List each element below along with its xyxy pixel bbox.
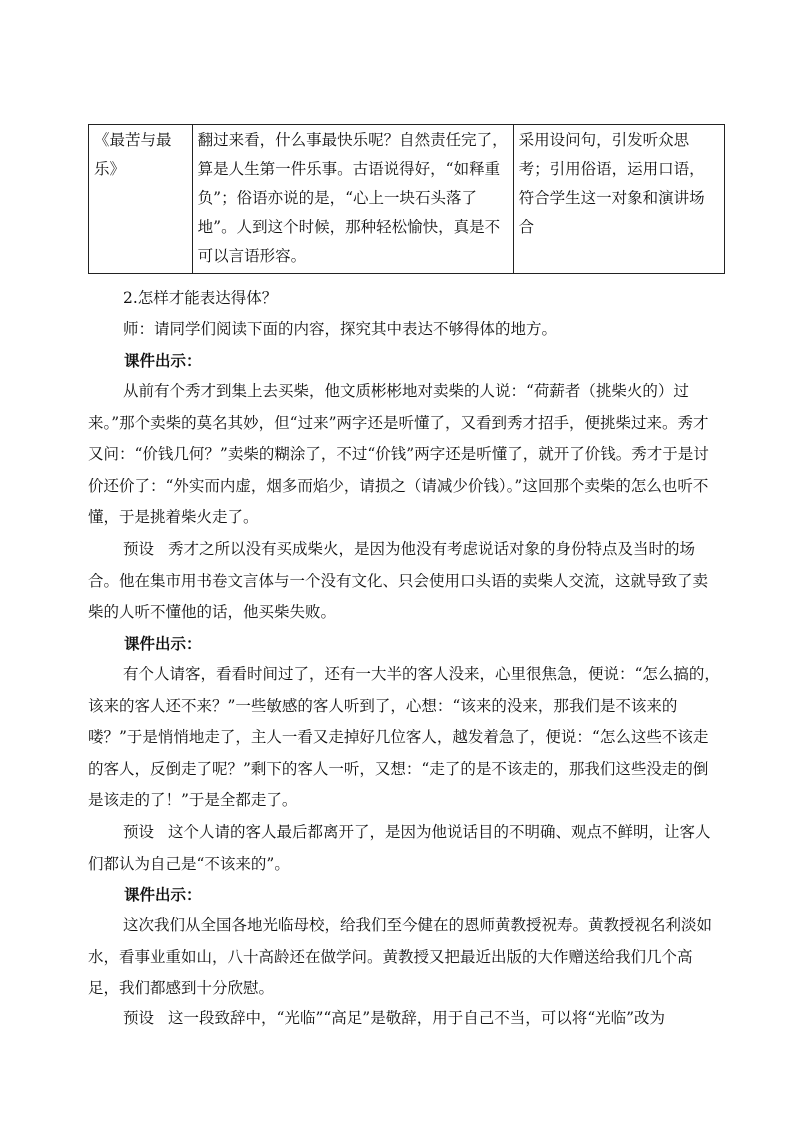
preset-paragraph — [88, 534, 720, 629]
story-text: 这次我们从全国各地光临母校，给我们至今健在的恩师黄教授祝寿。黄教授视名利淡如水，看事业重如山，八十高龄还在做学问。黄教授又把最近出版的大作赠送给我们几个高足，我们都感到十分欣慰。 — [88, 916, 713, 997]
table-cell-example: 翻过来看，什么事最快乐呢？自然责任完了，算是人生第一件乐事。古语说得好，“如释重负”；俗语亦说的是，“心上一块石头落了地”。人到这个时候，那种轻松愉快，真是不可以言语形容。 — [192, 125, 513, 274]
question-heading — [88, 283, 720, 315]
table-cell-title: 《最苦与最乐》 — [89, 125, 193, 274]
preset-label: 预设 — [123, 1009, 155, 1027]
story-paragraph — [88, 376, 720, 534]
courseware-label: 课件出示： — [124, 885, 202, 904]
question-text: 2.怎样才能表达得体？ — [123, 289, 278, 307]
preset-text: 这个人请的客人最后都离开了，是因为他说话目的不明确、观点不鲜明，让客人们都认为自己是“不该来的”。 — [88, 823, 711, 873]
table-row — [89, 125, 725, 274]
courseware-label: 课件出示： — [124, 634, 202, 653]
teacher-prompt-text: 师：请同学们阅读下面的内容，探究其中表达不够得体的地方。 — [123, 320, 558, 338]
courseware-label: 课件出示： — [124, 351, 202, 370]
preset-text: 秀才之所以没有买成柴火，是因为他没有考虑说话对象的身份特点及当时的场合。他在集市用书卷文言体与一个没有文化、只会使用口头语的卖柴人交流，这就导致了卖柴的人听不懂他的话，他买柴失败。 — [88, 540, 709, 621]
story-paragraph — [88, 910, 720, 1005]
preset-label: 预设 — [123, 540, 155, 558]
story-paragraph — [88, 659, 720, 817]
story-text: 有个人请客，看看时间过了，还有一大半的客人没来，心里很焦急，便说：“怎么搞的，该来的客人还不来？”一些敏感的客人听到了，心想：“该来的没来，那我们是不该来的喽？”于是悄悄地走了，主人一看又走掉好几位客人，越发着急了，便说：“怎么这些不该走的客人，反倒走了呢？”剩下的客人一听，又想：“走了的是不该走的，那我们这些没走的倒是该走的了！”于是全都走了。 — [88, 665, 720, 809]
preset-paragraph — [88, 817, 720, 880]
teacher-prompt — [88, 314, 720, 346]
table-cell-analysis: 采用设问句，引发听众思考；引用俗语，运用口语，符合学生这一对象和演讲场合 — [513, 125, 724, 274]
preset-text: 这一段致辞中，“光临”“高足”是敬辞，用于自己不当，可以将“光临”改为 — [168, 1009, 666, 1027]
story-text: 从前有个秀才到集上去买柴，他文质彬彬地对卖柴的人说：“荷薪者（挑柴火的）过来。”那个卖柴的莫名其妙，但“过来”两字还是听懂了，又看到秀才招手，便挑柴过来。秀才又问：“价钱几何？”卖柴的糊涂了，不过“价钱”两字还是听懂了，就开了价钱。秀才于是讨价还价了：“外实而内虚，烟多而焰少，请损之（请减少价钱）。”这回那个卖柴的怎么也听不懂，于是挑着柴火走了。 — [88, 382, 709, 526]
preset-label: 预设 — [123, 823, 155, 841]
preset-paragraph — [88, 1003, 720, 1035]
example-table — [88, 124, 725, 274]
